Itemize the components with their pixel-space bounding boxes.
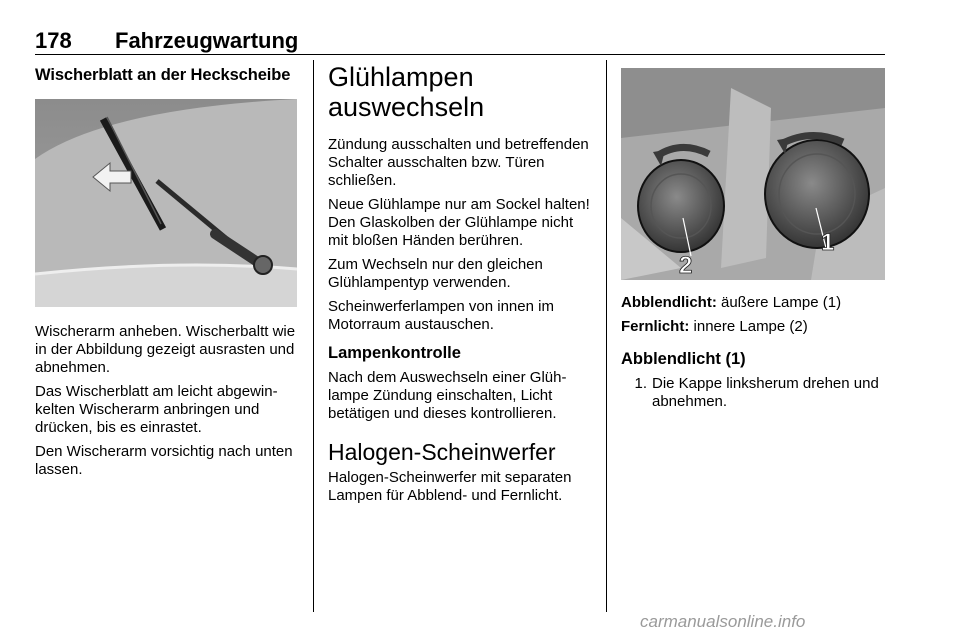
col1-paragraph: Den Wischerarm vorsichtig nach unten lassen. [35, 443, 293, 478]
callout-label-2: 2 [679, 252, 693, 279]
high-beam-label: Fernlicht: [621, 318, 690, 335]
low-beam-label: Abblendlicht: [621, 294, 717, 311]
rear-wiper-illustration-icon [35, 99, 297, 307]
step-item [621, 375, 885, 411]
lamp-check-heading: Lampenkontrolle [328, 344, 461, 362]
column-divider [606, 60, 607, 612]
step-number: 1. [634, 375, 647, 392]
lamp-check-paragraph: Nach dem Auswechseln einer Glühlampe Zündung einschalten, Licht betätigen und dieses kontrollieren. [328, 369, 567, 422]
col2-paragraph: Neue Glühlampe nur am Sockel halten! Den Glaskolben der Glühlampe nicht mit bloßen Händen berühren. [328, 196, 590, 249]
page-header [35, 28, 885, 55]
column-2 [328, 60, 592, 505]
rear-wiper-heading: Wischerblatt an der Heckscheibe [35, 66, 291, 84]
col1-paragraph: Das Wischerblatt am leicht abgewinkelten Wischerarm anbringen und drücken, bis es einrastet. [35, 383, 278, 436]
high-beam-line [621, 318, 885, 336]
step-text: Die Kappe linksherum drehen und abnehmen. [652, 375, 879, 410]
bulb-replacement-heading: Glühlampen auswechseln [328, 62, 485, 122]
col2-paragraph: Scheinwerferlampen von innen im Motorraum austauschen. [328, 298, 554, 333]
low-beam-line [621, 294, 885, 312]
column-1 [35, 60, 297, 479]
low-beam-text: äußere Lampe (1) [721, 294, 842, 311]
callout-label-1: 1 [821, 229, 835, 256]
column-divider [313, 60, 314, 612]
low-beam-heading: Abblendlicht (1) [621, 350, 746, 368]
page-number: 178 [35, 28, 72, 53]
col1-paragraph: Wischerarm anheben. Wischerbaltt wie in der Abbildung gezeigt ausrasten und abnehmen. [35, 323, 296, 376]
headlamp-caps-illustration-icon [621, 68, 885, 280]
halogen-headlamp-heading: Halogen-Scheinwerfer [328, 439, 556, 465]
section-title: Fahrzeugwartung [115, 28, 299, 53]
watermark: carmanualsonline.info [640, 612, 806, 631]
high-beam-text: innere Lampe (2) [693, 318, 808, 335]
col2-paragraph: Zündung ausschalten und betreffenden Schalter ausschalten bzw. Türen schließen. [328, 136, 589, 189]
column-3 [621, 60, 885, 411]
col2-paragraph: Zum Wechseln nur den gleichen Glühlampentyp verwenden. [328, 256, 543, 291]
halogen-paragraph: Halogen-Scheinwerfer mit separaten Lampen für Abblend- und Fernlicht. [328, 469, 572, 504]
